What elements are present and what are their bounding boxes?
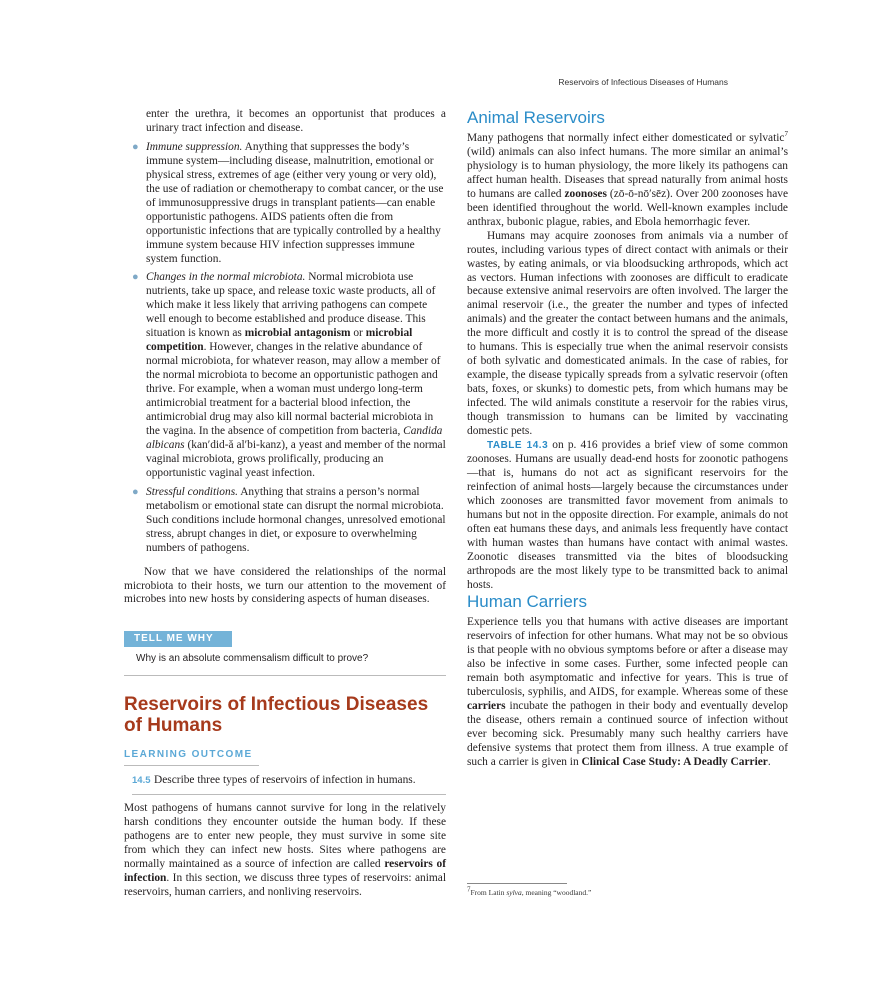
bullet-text: (kan′did-ă al′bi-kanz), a yeast and member of the normal vaginal microbiota, grows prolifically, producing an opportunistic vaginal yeast infection. <box>146 438 446 479</box>
footnote-marker: 7 <box>784 130 788 139</box>
bullet-text: Anything that suppresses the body’s immune system—including disease, malnutrition, emotional or physical stress, extremes of age (either very young or very old), the use of radiation or chemotherapy to combat cancer, or the use of immunosuppressive drugs in transplant patients—can enable opportunistic pathogens. AIDS patients often die from opportunistic infections that are typically controlled by a healthy immune system because HIV infection suppresses immune system function. <box>146 140 444 265</box>
term-microbial-competition: microbial competition <box>146 327 413 354</box>
animal-reservoirs-heading: Animal Reservoirs <box>467 108 605 127</box>
section-title: Reservoirs of Infectious Diseases of Humans <box>124 694 429 737</box>
learning-outcome-item <box>132 774 446 795</box>
term-reservoirs-of-infection: reservoirs of infection <box>124 858 446 884</box>
learning-outcome-text: Describe three types of reservoirs of infection in humans. <box>154 774 416 787</box>
body-text: on p. 416 provides a brief view of some common zoonoses. Humans are usually dead-end hosts for zoonotic pathogens—that is, humans do not act as significant reservoirs for the reinfection of animal hosts—largely because the circumstances under which zoonoses are transmitted favor movement from animals to humans but not in the opposite direction. For example, animals do not often eat humans these days, and animals less frequently have contact with human wastes than humans have contact with animal wastes. Zoonotic diseases transmitted via the bites of bloodsucking arthropods are the most likely type to be transmitted back to animal hosts. <box>467 438 788 591</box>
bullet-list <box>124 141 446 556</box>
body-text: Experience tells you that humans with active diseases are important reservoirs of infection for other humans. What may not be so obvious is that people with no obvious symptoms before or after a disease may also be infective in some cases. Further, some infected people can remain both asymptomatic and infective for years. This is true of tuberculosis, syphilis, and AIDS, for example. Whereas some of these <box>467 616 788 699</box>
body-text: (zō-ō-nō′sēz). Over 200 zoonoses have been identified throughout the world. Well-known examples include anthrax, bubonic plague, rabies, and Ebola hemorrhagic fever. <box>467 187 788 228</box>
continuation-text: enter the urethra, it becomes an opportunist that produces a urinary tract infection and disease. <box>146 108 446 134</box>
bullet-normal-microbiota <box>124 271 446 480</box>
bullet-lead: Changes in the normal microbiota. <box>146 271 306 284</box>
left-column <box>124 108 446 900</box>
footnote-rule <box>467 883 567 884</box>
bullet-text: or <box>350 327 366 340</box>
body-text: Most pathogens of humans cannot survive for long in the relatively harsh conditions they encounter outside the human body. If these pathogens are to enter new people, they must survive in some site from which they can infect new hosts. Sites where pathogens are normally maintained as a source of infection are called <box>124 802 446 871</box>
term-microbial-antagonism: microbial antagonism <box>244 327 351 340</box>
right-column <box>467 108 788 770</box>
tell-me-why-question: Why is an absolute commensalism difficult to prove? <box>124 647 446 676</box>
bullet-icon: ● <box>132 140 139 153</box>
reservoirs-intro-paragraph <box>124 802 446 900</box>
body-text: incubate the pathogen in their body and eventually develop the disease, others remain a continued source of infection without ever becoming sick. Presumably many such healthy carriers have defensive systems that protect them from illness. A true example of such a carrier is given in <box>467 700 788 768</box>
clinical-case-reference[interactable]: Clinical Case Study: A Deadly Carrier <box>581 755 768 768</box>
body-text: . <box>767 755 771 768</box>
body-text: . In this section, we discuss three types of reservoirs: animal reservoirs, human carriers, and nonliving reservoirs. <box>124 871 446 898</box>
animal-paragraph-1 <box>467 132 788 230</box>
bullet-text: . However, changes in the relative abundance of normal microbiota, for whatever reason, may allow a member of the normal microbiota to become an opportunistic pathogen and thrive. For example, when a woman must undergo long-term antimicrobial treatment for a bacterial blood infection, the antimicrobial drug may also kill normal bacterial microbiota in the vagina. In the absence of competition from bacteria, <box>146 341 441 437</box>
species-name: Candida albicans <box>146 424 443 451</box>
table-reference-link[interactable]: TABLE 14.3 <box>487 439 549 451</box>
footnote-text: From Latin <box>470 888 507 897</box>
body-text: (wild) animals can also infect humans. The more similar an animal’s physiology is to human physiology, the more likely its pathogens can affect human health. Diseases that spread naturally from animal hosts to humans are called <box>467 145 788 200</box>
footnote <box>467 883 788 898</box>
bullet-icon: ● <box>132 485 139 498</box>
footnote-number: 7 <box>467 885 471 894</box>
body-text: Many pathogens that normally infect either domesticated or sylvatic <box>467 132 785 144</box>
human-carriers-heading: Human Carriers <box>467 592 587 612</box>
bullet-text: Normal microbiota use nutrients, take up space, and release toxic waste products, all of which make it less likely that arriving pathogens can compete well enough to become established and produce disease. This situation is known as <box>146 271 436 340</box>
term-zoonoses: zoonoses <box>564 187 607 200</box>
tell-me-why-box <box>124 631 446 676</box>
animal-paragraph-2: Humans may acquire zoonoses from animals via a number of routes, including various types of direct contact with animals or their wastes, by eating animals, or via bloodsucking arthropods, which act as vectors. Human infections with zoonoses are difficult to eradicate because extensive animal reservoirs are often involved. The larger the animal reservoir (i.e., the greater the number and types of infected animals) and the greater the contact between humans and the animals, the more difficult and costly it is to control the spread of the disease to humans. This is especially true when the animal reservoir consists of both sylvatic and domesticated animals. In the case of rabies, for example, the disease typically spreads from a sylvatic reservoir (often bats, foxes, or skunks) to domestic pets, from which humans may be infected. The wild animals constitute a reservoir for the rabies virus, though transmission to humans can be limited by vaccinating domestic pets. <box>467 229 788 438</box>
bullet-stressful-conditions <box>124 486 446 556</box>
running-head: Reservoirs of Infectious Diseases of Humans <box>558 77 728 87</box>
animal-paragraph-3 <box>467 439 788 592</box>
bullet-text: Anything that strains a person’s normal metabolism or emotional state can disrupt the normal microbiota. Such conditions include hormonal changes, unresolved emotional stress, abrupt changes in diet, or exposure to overwhelming numbers of pathogens. <box>146 485 446 554</box>
carriers-paragraph <box>467 616 788 769</box>
footnote-latin-word: sylva <box>506 888 522 897</box>
bullet-icon: ● <box>132 271 139 284</box>
learning-outcome-label: LEARNING OUTCOME <box>124 748 259 766</box>
bullet-lead: Immune suppression. <box>146 140 243 153</box>
learning-outcome-number: 14.5 <box>132 775 151 787</box>
bullet-immune-suppression <box>124 141 446 267</box>
tell-me-why-label: TELL ME WHY <box>124 631 232 647</box>
transition-paragraph: Now that we have considered the relationships of the normal microbiota to their hosts, we turn our attention to the movement of microbes into new hosts by considering aspects of human diseases. <box>124 565 446 606</box>
footnote-text: , meaning “woodland.” <box>521 888 592 897</box>
term-carriers: carriers <box>467 700 506 713</box>
bullet-lead: Stressful conditions. <box>146 485 238 498</box>
